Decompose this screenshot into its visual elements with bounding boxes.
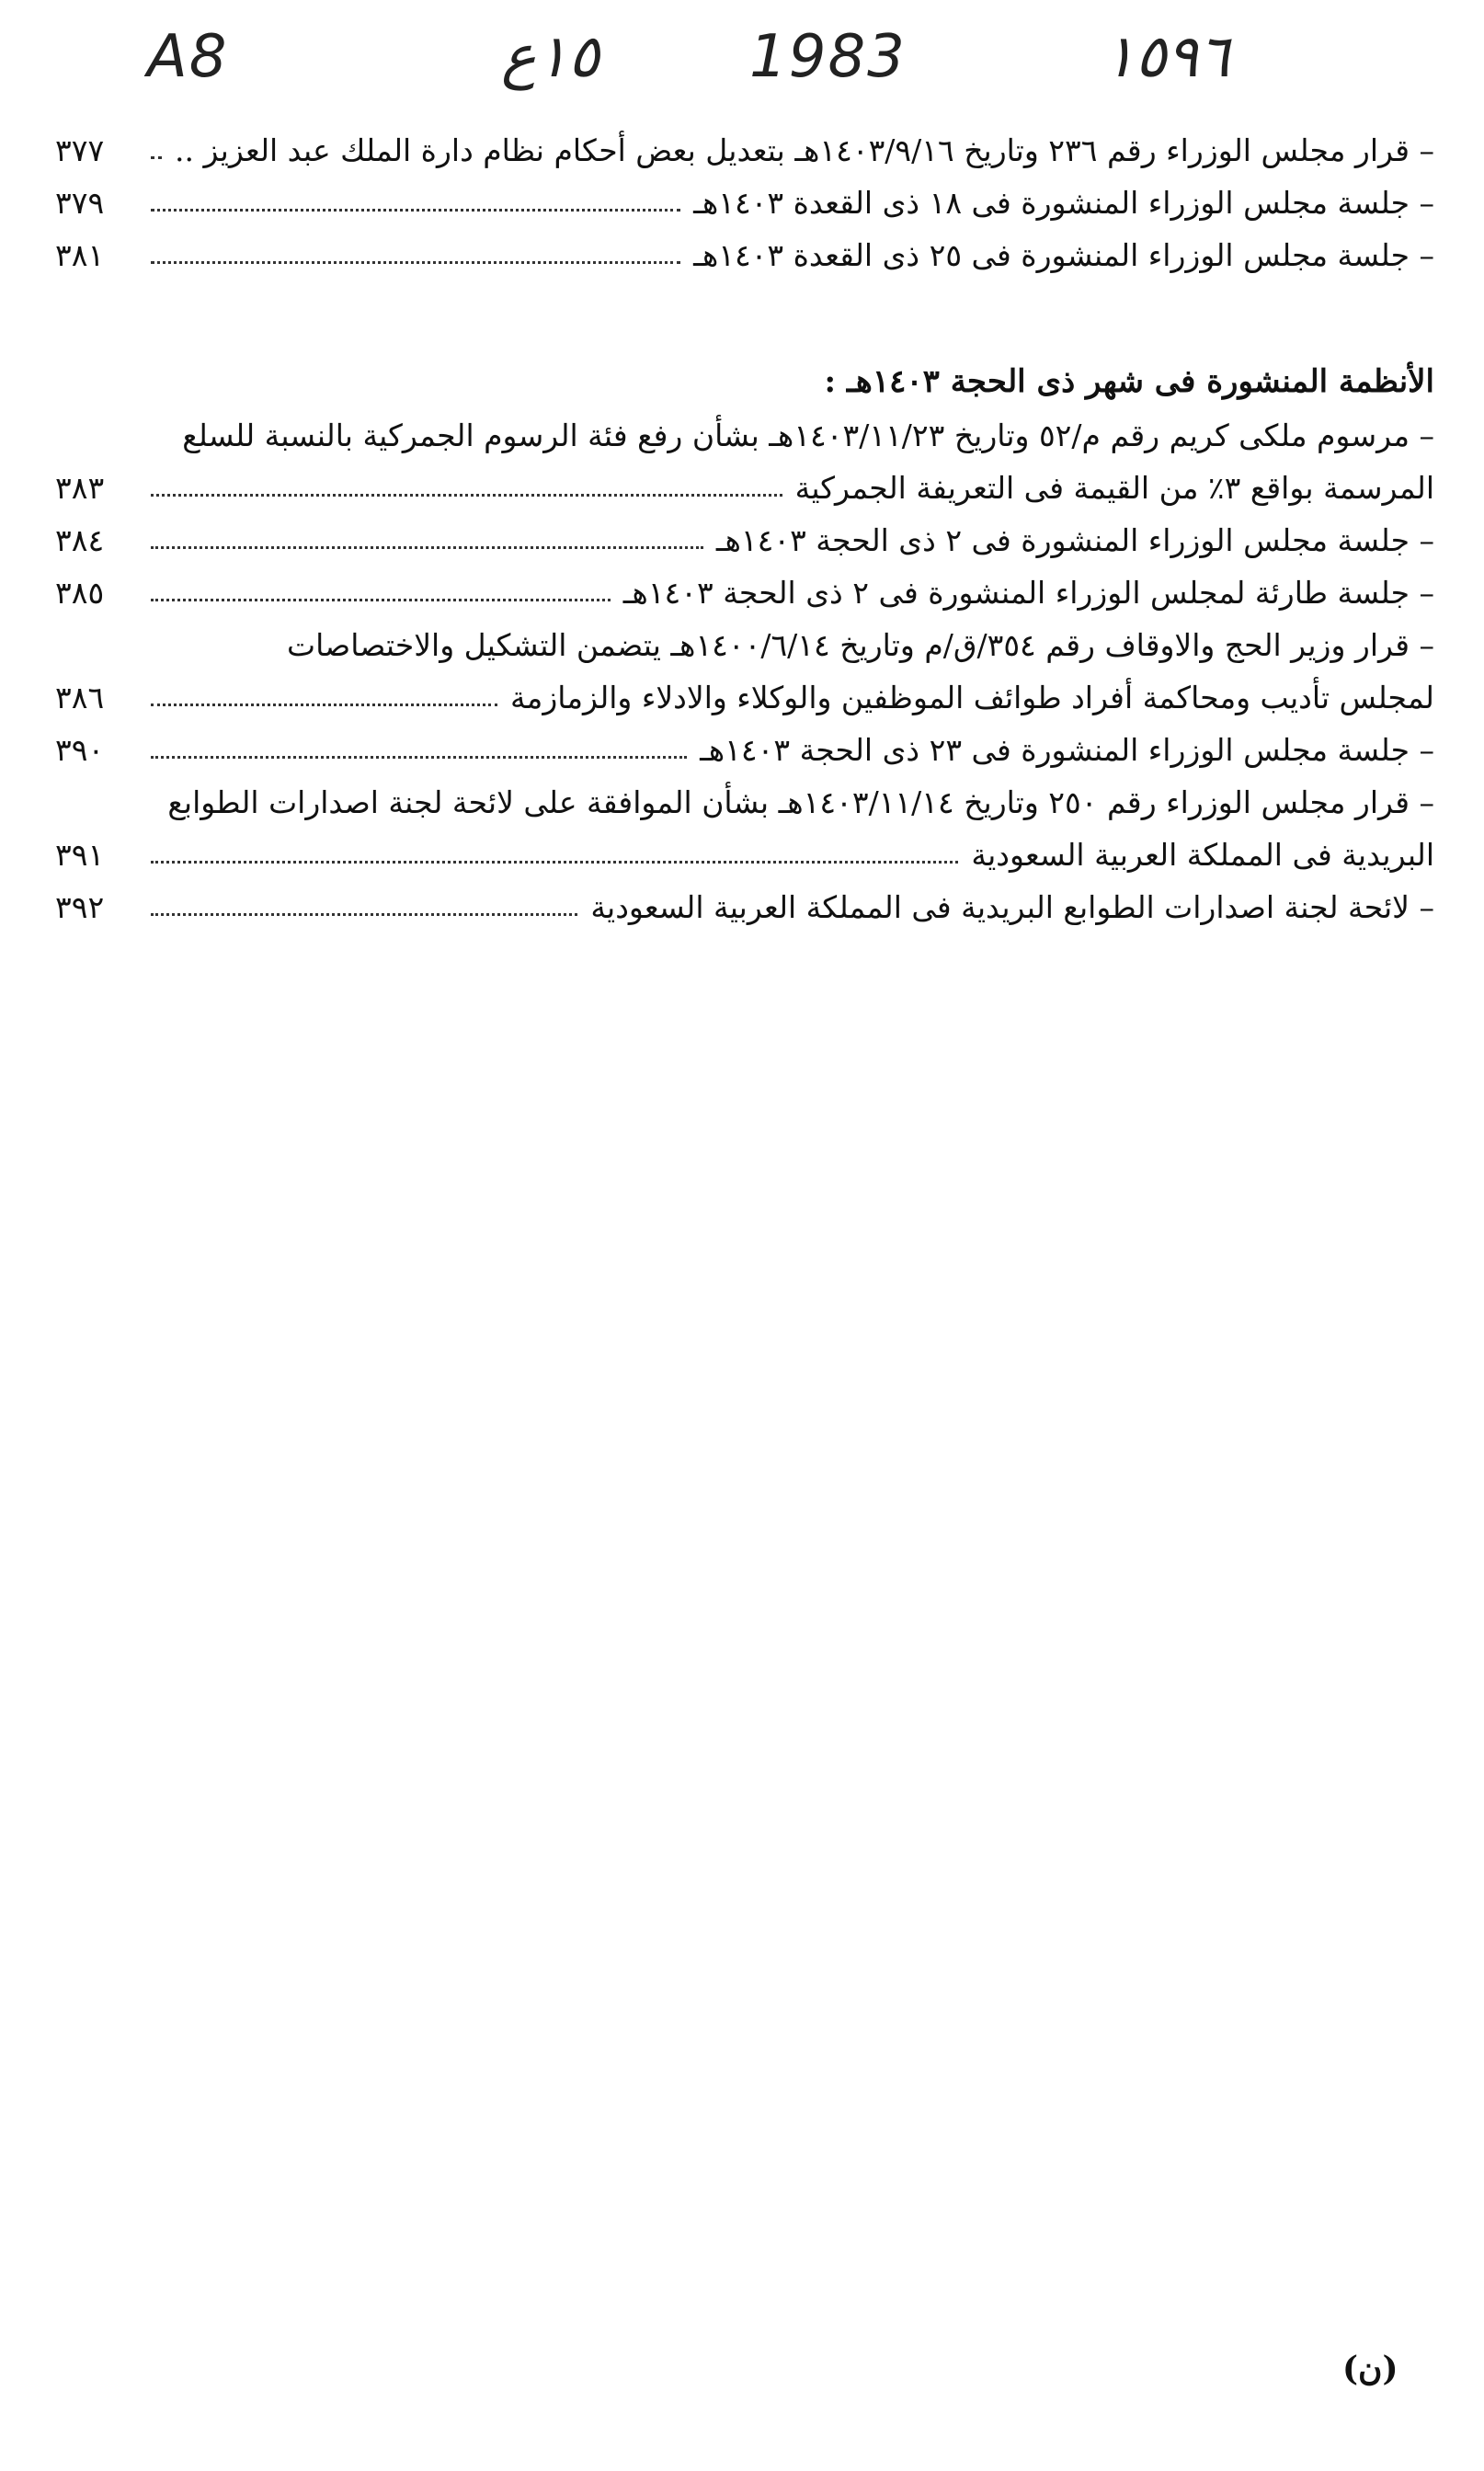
handwritten-mark-number: ١٥٩٦ (1103, 23, 1230, 91)
toc-entry-title: – جلسة مجلس الوزراء المنشورة فى ١٨ ذى القعدة ١٤٠٣هـ (693, 185, 1434, 221)
toc-entry-title-continued: المرسمة بواقع ٣٪ من القيمة فى التعريفة الجمركية (794, 470, 1434, 506)
toc-entry-title: – لائحة لجنة اصدارات الطوابع البريدية فى المملكة العربية السعودية (590, 889, 1434, 925)
toc-entry-title: – جلسة مجلس الوزراء المنشورة فى ٢٣ ذى الحجة ١٤٠٣هـ (700, 732, 1434, 768)
toc-entry-line (55, 619, 1434, 671)
handwritten-mark-a8: A8 (147, 23, 229, 91)
dot-leader (151, 494, 782, 497)
toc-entry-page: ٣٨٤ (55, 522, 105, 558)
toc-entry-page: ٣٩١ (55, 837, 105, 873)
toc-entry-title: – مرسوم ملكى كريم رقم م/٥٢ وتاريخ ١٤٠٣/١١/٢٣هـ بشأن رفع فئة الرسوم الجمركية بالنسبة للسلع (182, 418, 1434, 453)
toc-entry-line (55, 776, 1434, 829)
dot-leader (151, 861, 958, 864)
toc-entry-page: ٣٨٣ (55, 470, 105, 506)
toc-entry-line (55, 409, 1434, 462)
dot-leader (151, 913, 577, 916)
toc-entry-line (55, 462, 1434, 514)
page-mark: (ن) (1342, 2350, 1398, 2388)
toc-entry-page: ٣٨٦ (55, 680, 105, 715)
toc-entry (55, 177, 1434, 229)
toc-entry (55, 566, 1434, 619)
toc-entry-title-continued: لمجلس تأديب ومحاكمة أفراد طوائف الموظفين والوكلاء والادلاء والزمازمة (509, 680, 1434, 715)
toc-entry (55, 229, 1434, 281)
toc-entry-page: ٣٩٠ (55, 732, 105, 768)
toc-entry-page: ٣٧٧ (55, 132, 105, 168)
dot-leader (151, 704, 497, 706)
toc-entry (55, 724, 1434, 776)
toc-entry-title-continued: البريدية فى المملكة العربية السعودية (971, 837, 1434, 873)
toc-entry-title: – جلسة طارئة لمجلس الوزراء المنشورة فى ٢ ذى الحجة ١٤٠٣هـ (622, 575, 1434, 611)
dot-leader (151, 156, 162, 159)
dot-leader (151, 756, 687, 759)
dot-leader (151, 546, 703, 549)
toc-entry-page: ٣٨٥ (55, 575, 105, 611)
toc-entry (55, 514, 1434, 566)
dot-leader (151, 599, 611, 601)
toc-entry-title: – جلسة مجلس الوزراء المنشورة فى ٢٥ ذى القعدة ١٤٠٣هـ (693, 237, 1434, 273)
toc-entry-title: – قرار مجلس الوزراء رقم ٢٣٦ وتاريخ ١٤٠٣/٩/١٦هـ بتعديل بعض أحكام نظام دارة الملك عبد العزيز .. (174, 132, 1434, 168)
toc-block-dhul-qadah (55, 124, 1434, 281)
toc-entry-page: ٣٨١ (55, 237, 105, 273)
handwritten-mark-year: 1983 (749, 23, 907, 91)
toc-entry-title: – قرار مجلس الوزراء رقم ٢٥٠ وتاريخ ١٤٠٣/١١/١٤هـ بشأن الموافقة على لائحة لجنة اصدارات الطوابع (167, 784, 1434, 820)
section-heading: الأنظمة المنشورة فى شهر ذى الحجة ١٤٠٣هـ : (824, 363, 1434, 400)
toc-entry-line (55, 671, 1434, 724)
toc-entry (55, 881, 1434, 933)
dot-leader (151, 261, 680, 264)
toc-entry-title: – قرار وزير الحج والاوقاف رقم ٣٥٤/ق/م وتاريخ ١٤٠٠/٦/١٤هـ يتضمن التشكيل والاختصاصات (287, 627, 1434, 663)
handwritten-mark-issue: ١٥ع (501, 23, 599, 91)
toc-entry-page: ٣٧٩ (55, 185, 105, 221)
dot-leader (151, 209, 680, 212)
toc-entry-title: – جلسة مجلس الوزراء المنشورة فى ٢ ذى الحجة ١٤٠٣هـ (715, 522, 1434, 558)
toc-entry-line (55, 829, 1434, 881)
toc-entry-page: ٣٩٢ (55, 889, 105, 925)
toc-entry (55, 124, 1434, 177)
toc-block-dhul-hijjah (55, 354, 1434, 933)
